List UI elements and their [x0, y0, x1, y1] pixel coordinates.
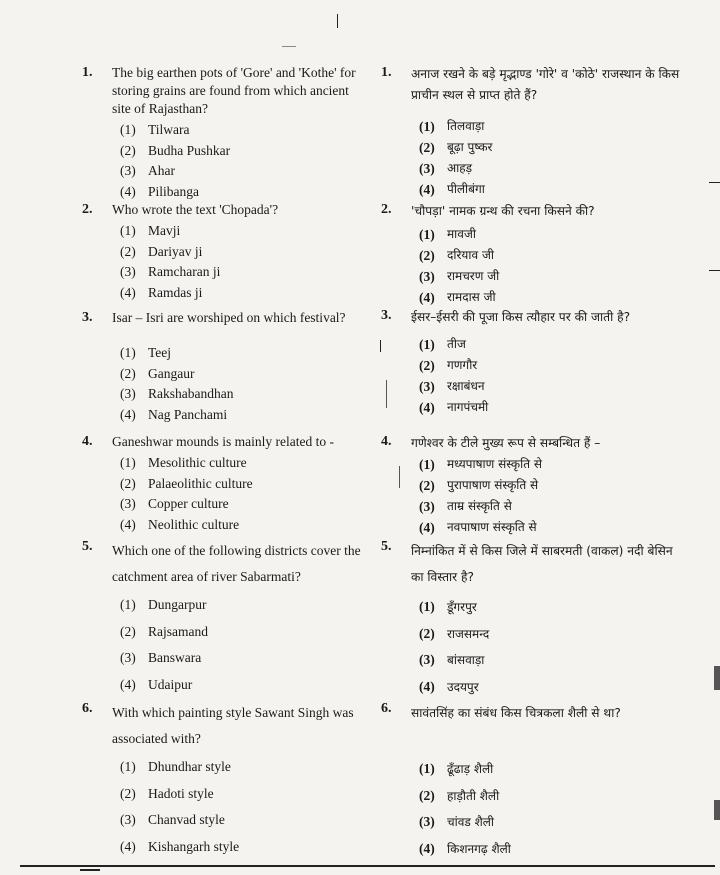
- option: (1) ढूँढाड़ शैली: [419, 761, 494, 776]
- option: (2) राजसमन्द: [419, 625, 490, 641]
- question-number: 2.: [381, 202, 392, 217]
- option: (3) Ramcharan ji: [120, 264, 221, 279]
- option: (2) दरियाव जी: [419, 248, 494, 263]
- option: (4) Pilibanga: [120, 183, 199, 199]
- edge-mark-3: [714, 666, 720, 690]
- question-3-hindi: [381, 307, 681, 418]
- option: (1) Dungarpur: [120, 597, 207, 612]
- question-text: सावंतसिंह का संबंध किस चित्रकला शैली से था?: [411, 706, 621, 720]
- edge-mark-1: [709, 182, 720, 183]
- question-text: निम्नांकित में से किस जिले में साबरमती (वाकल) नदी बेसिन का विस्तार है?: [411, 544, 673, 584]
- option: (4) नागपंचमी: [419, 400, 489, 415]
- question-number: 6.: [82, 701, 93, 716]
- option: (1) Dhundhar style: [120, 759, 231, 774]
- option: (2) Budha Pushkar: [120, 142, 231, 158]
- question-1-hindi: [381, 64, 681, 200]
- option: (4) Nag Panchami: [120, 406, 228, 422]
- question-text: The big earthen pots of 'Gore' and 'Kothe' for storing grains are found from which ancient site of Rajasthan?: [112, 65, 356, 116]
- option: (3) Banswara: [120, 650, 202, 665]
- option: (4) Udaipur: [120, 676, 193, 692]
- option: (4) Ramdas ji: [120, 284, 203, 300]
- bottom-rule: [20, 865, 715, 867]
- question-3-english: [82, 309, 367, 425]
- question-number: 5.: [381, 539, 392, 554]
- question-text: Which one of the following districts cover the catchment area of river Sabarmati?: [112, 543, 361, 584]
- edge-mark-4: [714, 800, 720, 820]
- option: (4) Neolithic culture: [120, 516, 240, 532]
- option: (1) तीज: [419, 337, 466, 352]
- option: (1) Mavji: [120, 223, 181, 238]
- question-text: With which painting style Sawant Singh was associated with?: [112, 705, 354, 746]
- option: (2) बूढ़ा पुष्कर: [419, 140, 493, 155]
- question-number: 1.: [82, 65, 93, 80]
- edge-mark-2: [709, 270, 720, 271]
- question-text: 'चौपड़ा' नामक ग्रन्थ की रचना किसने की?: [411, 204, 595, 218]
- question-4-hindi: [381, 433, 681, 538]
- option: (3) आहड़: [419, 161, 473, 176]
- option: (3) Chanvad style: [120, 812, 225, 827]
- option: (2) Palaeolithic culture: [120, 475, 253, 491]
- option: (2) Hadoti style: [120, 785, 214, 801]
- question-text: Who wrote the text 'Chopada'?: [112, 202, 279, 217]
- bottom-mark: [80, 869, 100, 871]
- top-rule: [282, 46, 296, 47]
- question-text: गणेश्वर के टीले मुख्य रूप से सम्बन्धित हैं –: [411, 436, 601, 450]
- question-number: 3.: [381, 308, 392, 323]
- question-6-english: [82, 700, 367, 860]
- question-text: अनाज रखने के बड़े मृद्भाण्ड 'गोरे' व 'कोठे' राजस्थान के किस प्राचीन स्थल से प्राप्त होते हैं?: [411, 67, 680, 102]
- option: (3) रामचरण जी: [419, 269, 500, 284]
- top-scan-mark: [337, 14, 338, 28]
- option: (2) Dariyav ji: [120, 243, 203, 259]
- question-number: 6.: [381, 701, 392, 716]
- option: (1) मावजी: [419, 227, 476, 242]
- option: (1) Tilwara: [120, 122, 190, 137]
- question-2-english: [82, 201, 367, 303]
- option: (3) ताम्र संस्कृति से: [419, 499, 512, 514]
- option: (4) उदयपुर: [419, 678, 479, 694]
- question-number: 4.: [82, 434, 93, 449]
- question-text: Isar – Isri are worshiped on which festival?: [112, 310, 346, 325]
- option: (1) डूँगरपुर: [419, 599, 477, 614]
- option: (3) Copper culture: [120, 496, 229, 511]
- option: (1) Teej: [120, 345, 172, 360]
- option: (1) तिलवाड़ा: [419, 119, 485, 134]
- question-text: Ganeshwar mounds is mainly related to -: [112, 434, 334, 449]
- option: (4) नवपाषाण संस्कृति से: [419, 520, 537, 535]
- option: (3) रक्षाबंधन: [419, 379, 485, 394]
- option: (4) पीलीबंगा: [419, 182, 485, 197]
- question-5-english: [82, 538, 367, 698]
- question-number: 3.: [82, 310, 93, 325]
- question-number: 4.: [381, 434, 392, 449]
- question-4-english: [82, 433, 367, 535]
- question-5-hindi: [381, 538, 681, 700]
- option: (3) Ahar: [120, 163, 175, 178]
- option: (3) Rakshabandhan: [120, 386, 234, 401]
- option: (1) Mesolithic culture: [120, 455, 247, 470]
- option: (2) गणगौर: [419, 358, 478, 373]
- option: (2) Rajsamand: [120, 623, 208, 639]
- question-1-english: [82, 64, 367, 202]
- question-text: ईसर–ईसरी की पूजा किस त्यौहार पर की जाती है?: [411, 310, 631, 324]
- option: (4) Kishangarh style: [120, 838, 240, 854]
- option: (4) किशनगढ़ शैली: [419, 840, 511, 856]
- option: (3) चांवड शैली: [419, 814, 495, 829]
- option: (2) हाड़ौती शैली: [419, 787, 500, 803]
- option: (2) Gangaur: [120, 365, 195, 381]
- question-number: 5.: [82, 539, 93, 554]
- option: (2) पुरापाषाण संस्कृति से: [419, 478, 539, 493]
- question-number: 2.: [82, 202, 93, 217]
- question-2-hindi: [381, 201, 681, 308]
- option: (4) रामदास जी: [419, 290, 496, 305]
- question-6-hindi: [381, 700, 681, 862]
- option: (3) बांसवाड़ा: [419, 652, 485, 667]
- option: (1) मध्यपाषाण संस्कृति से: [419, 457, 542, 472]
- question-number: 1.: [381, 65, 392, 80]
